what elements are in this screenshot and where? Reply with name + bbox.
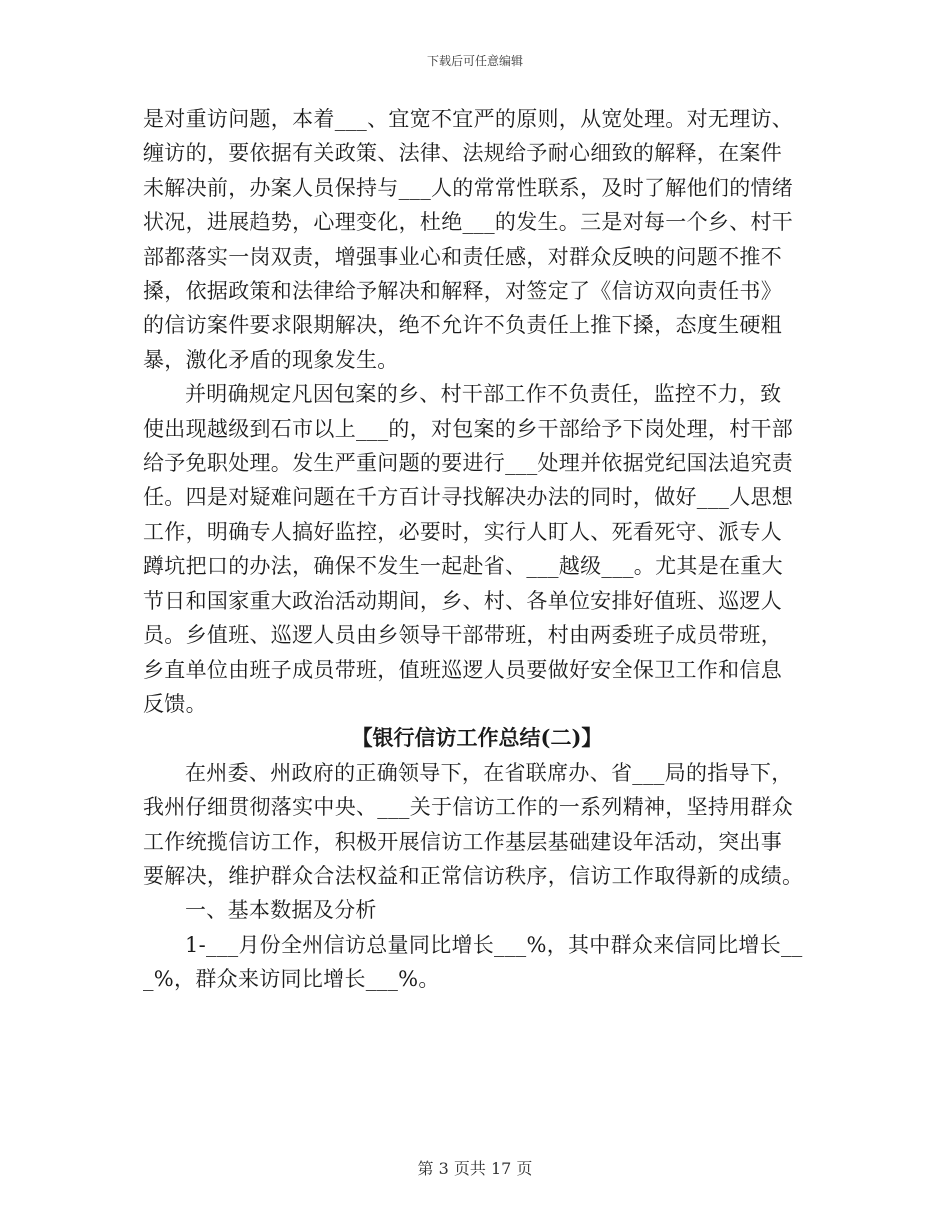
text-line: 蹲坑把口的办法，确保不发生一起赴省、___越级___。尤其是在重大 [143, 554, 783, 579]
text-line: 反馈。 [143, 691, 207, 716]
page-header-note: 下载后可任意编辑 [426, 54, 523, 68]
text-line: 1-___月份全州信访总量同比增长___%，其中群众来信同比增长__ [185, 932, 803, 957]
text-line: 未解决前，办案人员保持与___人的常常性联系，及时了解他们的情绪 [143, 175, 794, 200]
text-line: _%，群众来访同比增长___%。 [143, 967, 440, 992]
text-line: 状况，进展趋势，心理变化，杜绝___的发生。三是对每一个乡、村干 [143, 210, 794, 235]
text-line: 给予免职处理。发生严重问题的要进行___处理并依据党纪国法追究责 [143, 451, 794, 476]
text-line: 部都落实一岗双责，增强事业心和责任感，对群众反映的问题不推不 [143, 244, 782, 269]
text-line: 暴，激化矛盾的现象发生。 [143, 347, 399, 372]
paragraph-continuation [143, 102, 811, 377]
subheading-basic-data: 一、基本数据及分析 [185, 898, 377, 923]
text-line: 是对重访问题，本着___、宜宽不宜严的原则，从宽处理。对无理访、 [143, 107, 794, 131]
text-line: 员。乡值班、巡逻人员由乡领导干部带班，村由两委班子成员带班， [143, 623, 782, 648]
text-line: 并明确规定凡因包案的乡、村干部工作不负责任，监控不力，致 [185, 382, 782, 407]
text-line: 我州仔细贯彻落实中央、___关于信访工作的一系列精神，坚持用群众 [143, 795, 794, 820]
text-line: 节日和国家重大政治活动期间，乡、村、各单位安排好值班、巡逻人 [143, 588, 782, 613]
paragraph-statistics [143, 928, 811, 997]
text-line: 的信访案件要求限期解决，绝不允许不负责任上推下搡，态度生硬粗 [143, 313, 782, 338]
text-line: 搡，依据政策和法律给予解决和解释，对签定了《信访双向责任书》 [143, 279, 782, 304]
document-body [143, 102, 811, 997]
page-footer: 第 3 页共 17 页 [417, 1159, 533, 1178]
section-heading: 【银行信访工作总结(二)】 [351, 725, 603, 751]
text-line: 缠访的，要依据有关政策、法律、法规给予耐心细致的解释，在案件 [143, 141, 782, 166]
text-line: 工作统揽信访工作，积极开展信访工作基层基础建设年活动，突出事 [143, 829, 782, 854]
text-line: 乡直单位由班子成员带班，值班巡逻人员要做好安全保卫工作和信息 [143, 657, 782, 682]
paragraph-intro [143, 756, 811, 894]
text-line: 要解决，维护群众合法权益和正常信访秩序，信访工作取得新的成绩。 [143, 863, 804, 888]
text-line: 使出现越级到石市以上___的，对包案的乡干部给予下岗处理，村干部 [143, 416, 794, 441]
text-line: 在州委、州政府的正确领导下，在省联席办、省___局的指导下， [185, 760, 793, 785]
paragraph-accountability [143, 377, 811, 721]
text-line: 工作，明确专人搞好监控，必要时，实行人盯人、死看死守、派专人 [143, 519, 782, 544]
text-line: 任。四是对疑难问题在千方百计寻找解决办法的同时，做好___人思想 [143, 485, 794, 510]
